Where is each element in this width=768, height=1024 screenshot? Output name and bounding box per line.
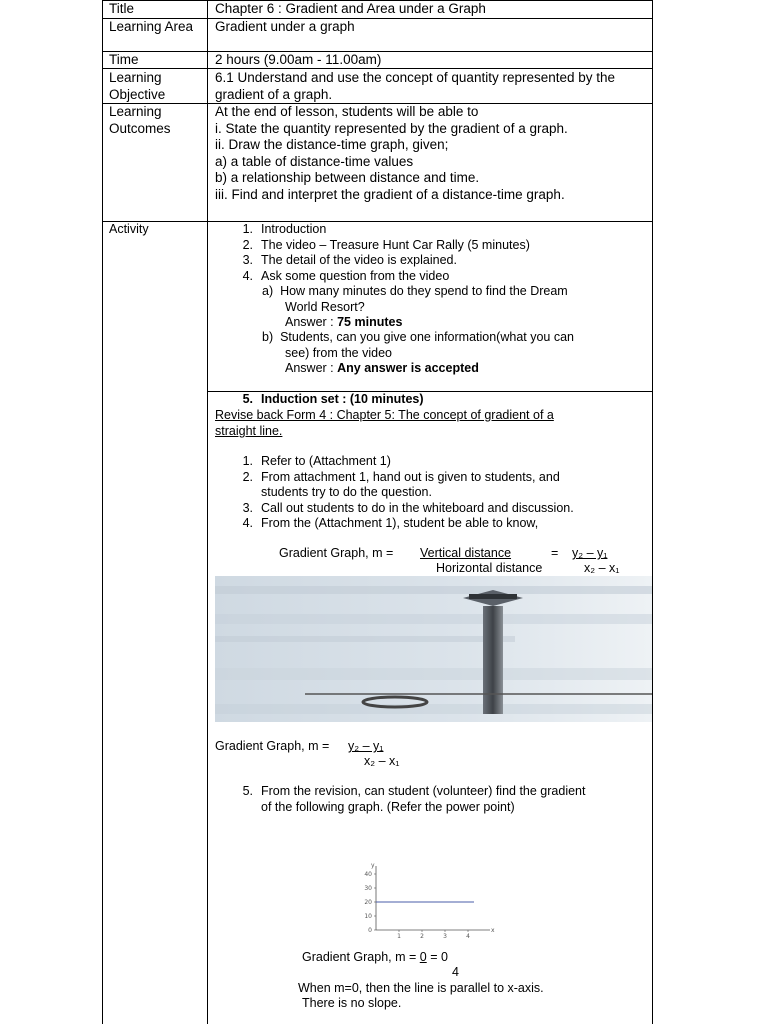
scanned-figure-image (215, 576, 652, 722)
x-axis-label: x (491, 927, 495, 934)
outcome-line: a) a table of distance-time values (215, 153, 414, 169)
conclusion-line: There is no slope. (302, 996, 402, 1010)
row-value-learning-area: Gradient under a graph (215, 19, 355, 34)
table-border-right (652, 0, 653, 1024)
x-tick-label: 4 (466, 933, 470, 938)
list-item: 1. Refer to (Attachment 1) (242, 454, 391, 468)
formula-x-diff: x₂ – x₁ (364, 754, 400, 768)
y-tick-label: 30 (364, 885, 372, 892)
formula-label: Gradient Graph, m = (279, 546, 394, 560)
formula-y-diff: y₂ – y₁ (348, 739, 384, 753)
row-label-learning-objective: Learning Objective (109, 70, 166, 102)
row-label-learning-outcomes: Learning Outcomes (109, 104, 171, 136)
step-5: 5. From the revision, can student (volunteer) find the gradient of the following graph. (Refer the power point) (242, 784, 586, 814)
list-item: 4. From the (Attachment 1), student be able to know, (242, 516, 539, 530)
question-b: b) Students, can you give one information(what you can see) from the video Answer : Any answer is accepted (262, 330, 575, 375)
revise-line: straight line. (215, 424, 283, 438)
result-denominator: 4 (452, 965, 459, 979)
table-border-mid (207, 0, 208, 1024)
y-tick-label: 10 (364, 913, 372, 920)
scanned-figure (215, 576, 652, 722)
outcome-line: At the end of lesson, students will be able to (215, 104, 479, 119)
row-value-title: Chapter 6 : Gradient and Area under a Graph (215, 1, 486, 16)
graph-svg (358, 860, 498, 938)
formula-equals: = (551, 546, 559, 560)
formula-y-diff: y₂ – y₁ (572, 546, 608, 560)
y-tick-label: 0 (368, 927, 372, 934)
induction-heading: 5. Induction set : (10 minutes) (242, 392, 424, 406)
x-tick-label: 1 (397, 933, 401, 938)
induction-list (233, 454, 574, 532)
table-border-left (102, 0, 103, 1024)
list-item: 3. The detail of the video is explained. (242, 253, 457, 267)
result-numerator: 0 (419, 950, 427, 964)
outcome-line: iii. Find and interpret the gradient of a distance-time graph. (215, 186, 565, 202)
row-label-activity: Activity (109, 222, 149, 236)
answer-a: 75 minutes (337, 315, 403, 329)
list-item: 2. The video – Treasure Hunt Car Rally (5 minutes) (242, 237, 530, 252)
outcome-line: i. State the quantity represented by the gradient of a graph. (215, 120, 568, 136)
list-item: 3. Call out students to do in the whiteboard and discussion. (242, 500, 574, 515)
learning-outcomes-text (215, 104, 650, 203)
result-formula: Gradient Graph, m = 0 = 0 (302, 950, 448, 964)
outcome-line: b) a relationship between distance and time. (215, 170, 480, 185)
row-value-learning-objective: 6.1 Understand and use the concept of quantity represented by the gradient of a graph. (215, 70, 616, 102)
formula-label: Gradient Graph, m = (215, 739, 330, 753)
revise-line: Revise back Form 4 : Chapter 5: The concept of gradient of a (215, 408, 554, 422)
activity-list (233, 222, 530, 284)
list-item: students try to do the question. (261, 485, 432, 499)
list-item: 1. Introduction (242, 222, 327, 236)
row-label-title: Title (109, 1, 135, 16)
row-value-time: 2 hours (9.00am - 11.00am) (215, 52, 382, 67)
formula-x-diff: x₂ – x₁ (584, 561, 620, 575)
list-item: 2. From attachment 1, hand out is given to students, and (242, 469, 560, 484)
y-tick-label: 20 (364, 899, 372, 906)
gradient-graph (358, 860, 498, 938)
conclusion-line: When m=0, then the line is parallel to x-axis. (298, 981, 544, 995)
x-tick-label: 3 (443, 933, 447, 938)
outcome-line: ii. Draw the distance-time graph, given; (215, 137, 449, 152)
y-axis-label: y (371, 862, 375, 869)
formula-denominator: Horizontal distance (436, 561, 543, 575)
row-label-time: Time (109, 52, 139, 67)
x-tick-label: 2 (420, 933, 424, 938)
answer-b: Any answer is accepted (337, 361, 479, 375)
y-tick-label: 40 (364, 871, 372, 878)
question-a: a) How many minutes do they spend to find the Dream World Resort? Answer : 75 minutes (262, 284, 568, 329)
list-item: 4. Ask some question from the video (242, 268, 450, 283)
row-label-learning-area: Learning Area (109, 19, 194, 34)
formula-numerator: Vertical distance (420, 546, 512, 560)
